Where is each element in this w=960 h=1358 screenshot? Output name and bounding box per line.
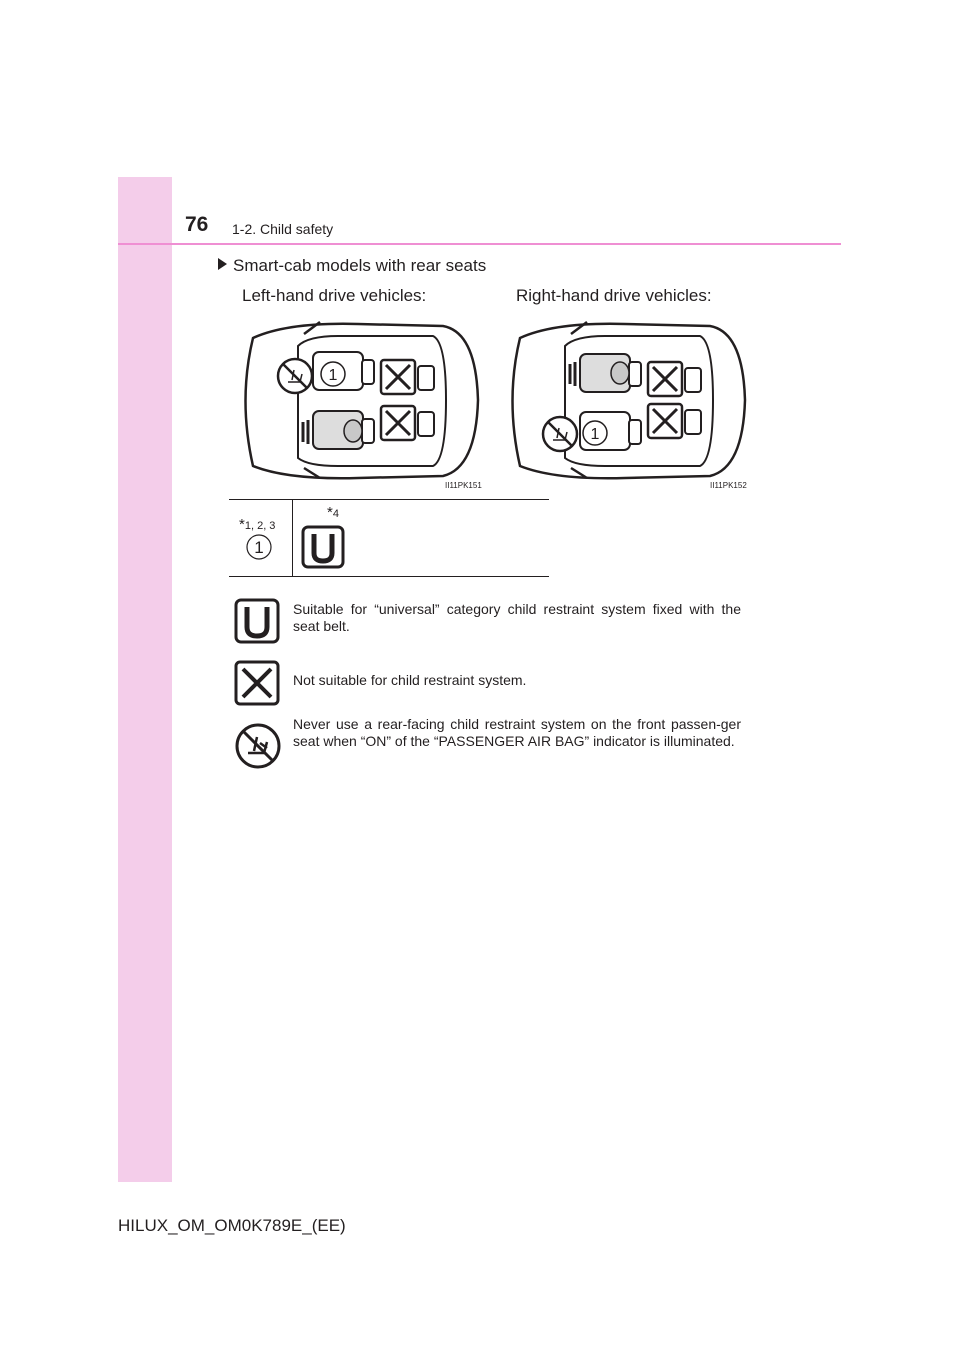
left-drive-label: Left-hand drive vehicles: [242, 286, 427, 305]
not-suitable-description: Not suitable for child restraint system. [293, 672, 527, 688]
section-title: 1-2. Child safety [232, 221, 334, 237]
header-rule [118, 243, 841, 245]
col1-footnote: *1, 2, 3 [239, 516, 276, 533]
page-sidebar [118, 177, 172, 1182]
not-suitable-x-icon [234, 660, 280, 706]
right-image-code: II11PK152 [710, 481, 747, 490]
heading-text: Smart-cab models with rear seats [233, 256, 487, 275]
left-drive-seat-diagram [228, 318, 483, 483]
no-rear-facing-icon [234, 722, 282, 770]
seat-number-label: 1 [328, 367, 338, 384]
driver-figure [344, 420, 362, 442]
seat-category-table [229, 499, 549, 577]
seat-1-icon [245, 533, 273, 561]
table-divider [292, 500, 293, 576]
left-image-code: II11PK151 [445, 481, 482, 490]
right-drive-seat-diagram [495, 318, 750, 483]
no-rear-facing-description: Never use a rear-facing child restraint system on the front passen-ger seat when “ON” of the “PASSENGER AIR BAG” indicator is illuminated. [293, 716, 741, 749]
col2-footnote: *4 [327, 504, 339, 521]
driver-figure [611, 362, 629, 384]
right-drive-label: Right-hand drive vehicles: [516, 286, 712, 305]
document-footer: HILUX_OM_OM0K789E_(EE) [118, 1216, 346, 1235]
section-heading [218, 256, 486, 276]
col1-symbol: 1 [254, 538, 264, 557]
universal-u-icon [234, 598, 280, 644]
seat-number-label: 1 [590, 426, 600, 443]
universal-u-icon [301, 525, 345, 569]
universal-description: Suitable for “universal” category child restraint system fixed with the seat belt. [293, 601, 741, 634]
bullet-arrow-icon [218, 258, 227, 270]
page-number: 76 [185, 213, 209, 236]
